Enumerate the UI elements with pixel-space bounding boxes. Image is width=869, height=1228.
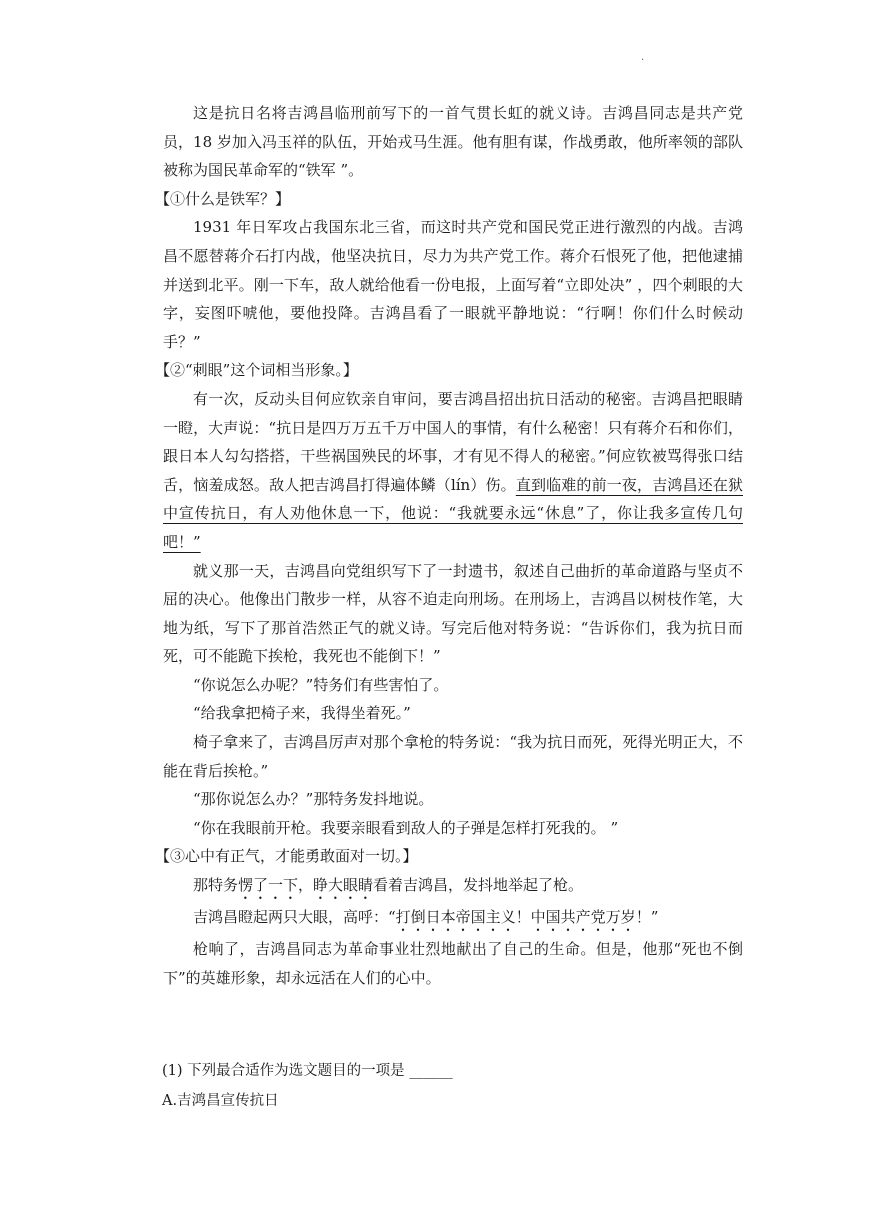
- paragraph-5: “你说怎么办呢？”特务们有些害怕了。: [193, 675, 449, 694]
- paragraph-3-text: 有一次，反动头目何应钦亲自审问，要吉鸿昌招出抗日活动的秘密。吉鸿昌把眼睛一瞪，大声说：“抗日是四万万五千万中国人的事情，有什么秘密！只有蒋介石和你们，跟日本人勾勾搭搭，干些祸国殃民的坏事，才有见不得人的秘密。”何应钦被骂得张口结舌，恼羞成怒。敌人把吉鸿昌打得遍体鳞（lín）伤。: [163, 389, 743, 494]
- annotation-1: 【①什么是铁军？】: [155, 189, 291, 208]
- paragraph-8: “那你说怎么办？”那特务发抖地说。: [193, 790, 434, 809]
- paragraph-10-text-a: 那特务: [193, 876, 239, 895]
- paragraph-12: 枪响了，吉鸿昌同志为革命事业壮烈地献出了自己的生命。但是，他那“死也不倒下”的英雄形象，却永远活在人们的心中。: [163, 940, 743, 987]
- paragraph-11-text-a: 吉鸿昌瞪起两只大眼，高呼：“: [193, 908, 396, 927]
- paragraph-2: 1931 年日军攻占我国东北三省，而这时共产党和国民党正进行激烈的内战。吉鸿昌不愿替蒋介石打内战，他坚决抗日，尽力为共产党工作。蒋介石恨死了他，把他逮捕并送到北平。刚一下车，敌人就给他看一份电报，上面写着“立即处决” ，四个刺眼的大字，妄图吓唬他，要他投降。吉鸿昌看了一眼就平静地说：“行啊！你们什么时候动手？”: [163, 218, 743, 351]
- paragraph-3: [163, 385, 743, 557]
- page-marker: .: [641, 52, 645, 63]
- emphasized-phrase-2: 打倒日本帝国主义！中国共产党万岁: [395, 908, 636, 927]
- question-option-a: A.吉鸿昌宣传抗日: [162, 1093, 279, 1109]
- question-section: [162, 1056, 742, 1116]
- paragraph-6: “给我拿把椅子来，我得坐着死。”: [193, 704, 411, 723]
- annotation-3: 【③心中有正气，才能勇敢面对一切。】: [155, 847, 418, 866]
- emphasized-phrase-1: 愣了一下，睁大眼睛: [238, 876, 374, 895]
- paragraph-10-text-b: 看着吉鸿昌，发抖地举起了枪。: [373, 876, 584, 895]
- paragraph-9: “你在我眼前开枪。我要亲眼看到敌人的子弹是怎样打死我的。 ”: [193, 818, 619, 837]
- paragraph-7: 椅子拿来了，吉鸿昌厉声对那个拿枪的特务说：“我为抗日而死，死得光明正大，不能在背后挨枪。”: [163, 733, 743, 780]
- underlined-sentence: 直到临难的前一夜，吉鸿昌还在狱中宣传抗日，有人劝他休息一下，他说：“我就要永远“休息”了，你让我多宣传几句吧！”: [163, 475, 743, 551]
- paragraph-11: [163, 903, 743, 935]
- annotation-2: 【②“刺眼”这个词相当形象。】: [155, 361, 358, 380]
- paragraph-11-text-b: ！”: [635, 908, 659, 927]
- paragraph-4: 就义那一天，吉鸿昌向党组织写下了一封遗书，叙述自己曲折的革命道路与坚贞不屈的决心。他像出门散步一样，从容不迫走向刑场。在刑场上，吉鸿昌以树枝作笔，大地为纸，写下了那首浩然正气的就义诗。写完后他对特务说：“告诉你们，我为抗日而死，可不能跪下挨枪，我死也不能倒下！”: [163, 561, 743, 666]
- question-stem: (1) 下列最合适作为选文题目的一项是 ______: [162, 1063, 453, 1079]
- paragraph-1: 这是抗日名将吉鸿昌临刑前写下的一首气贯长虹的就义诗。吉鸿昌同志是共产党员，18 岁加入冯玉祥的队伍，开始戎马生涯。他有胆有谋，作战勇敢，他所率领的部队被称为国民革命军的“铁军 ”。: [163, 104, 743, 180]
- article-body: [155, 99, 743, 992]
- paragraph-10: [163, 871, 743, 903]
